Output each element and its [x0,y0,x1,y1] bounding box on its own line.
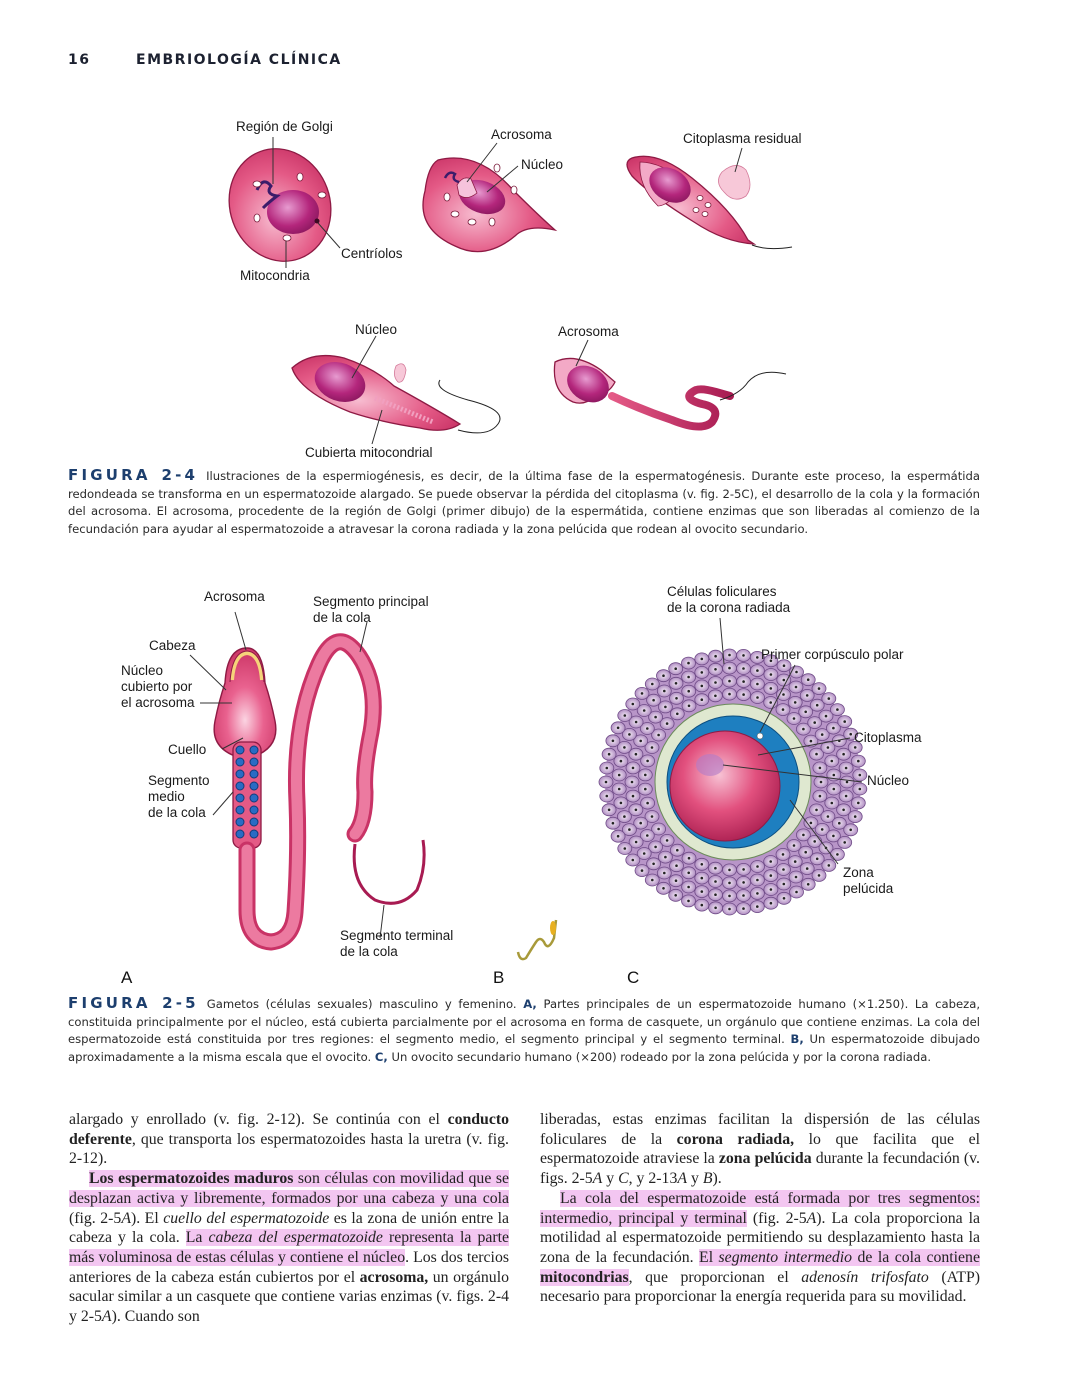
body-column-left [69,1110,509,1327]
label-mitocondria: Mitocondria [240,268,310,283]
paragraph: alargado y enrollado (v. fig. 2-12). Se continúa con el conducto deferente, que transporta los espermatozoides hasta la uretra (v. fig. 2-12). [69,1111,509,1168]
panel-letter-c: C [627,968,640,987]
label-zona-1: Zona [843,865,874,880]
label-cabeza: Cabeza [149,638,196,653]
label-zona-2: pelúcida [843,881,894,896]
caption-letter-b: B, [790,1032,804,1046]
label-seg-medio-1: Segmento [148,773,210,788]
label-region-golgi: Región de Golgi [236,119,333,134]
label-citoplasma: Citoplasma [854,730,922,745]
label-seg-medio-3: de la cola [148,805,206,820]
highlighted-text: La cabeza del espermatozoide representa la parte más voluminosa de estas células y contiene el núcleo [69,1229,510,1266]
page-number: 16 [68,52,91,68]
figure-2-5-caption [68,995,980,1066]
label-acrosoma-2: Acrosoma [558,324,619,339]
label-cubierta-mitocondrial: Cubierta mitocondrial [305,445,433,460]
label-nucleo-1: Núcleo [521,157,564,172]
paragraph: La cola del espermatozoide está formada por tres segmentos: intermedio, principal y terminal (fig. 2-5A). La cola proporciona la motilidad al espermatozoide permitiendo su desplazamiento hasta la zona de la fecundación. El segmento intermedio de la cola contiene mitocondrias, que proporcionan el adenosín trifosfato (ATP) necesario para proporcionar la energía requerida para su movilidad. [540,1189,980,1306]
highlighted-text: El segmento intermedio de la cola contiene mitocondrias [540,1248,980,1286]
figure-label: FIGURA 2-4 [68,466,199,484]
label-acrosoma-1: Acrosoma [491,127,552,142]
paragraph: liberadas, estas enzimas facilitan la dispersión de las células foliculares de la corona radiada, lo que facilita que el espermatozoide atraviese la zona pelúcida durante la fecundación (v. figs. 2-5A y C, y 2-13A y B). [540,1111,981,1188]
label-corpusculo: Primer corpúsculo polar [761,647,904,662]
caption-letter-c: C, [374,1049,388,1064]
label-acrosoma-a: Acrosoma [204,589,265,604]
caption-intro: Gametos (células sexuales) masculino y femenino. [206,997,517,1011]
caption-c-text: Un ovocito secundario humano (×200) rodeado por la zona pelúcida y por la corona radiada. [391,1049,932,1064]
paragraph: Los espermatozoides maduros son células con movilidad que se desplazan activa y libremente, formados por una cabeza y una cola (fig. 2-5A). El cuello del espermatozoide es la zona de unión entre la cabeza y la cola. La cabeza del espermatozoide representa la parte más voluminosa de estas células y contiene el núcleo. Los dos tercios anteriores de la cabeza están cubiertos por el acrosoma, un orgánulo sacular similar a un casquete que contiene varias enzimas (v. figs. 2-4 y 2-5A). Cuando son [69,1170,510,1326]
spermiogenesis-illustration [0,0,1080,470]
label-cuello: Cuello [168,742,207,757]
highlighted-text: La cola del espermatozoide está formada por tres segmentos: intermedio, principal y terminal [540,1189,980,1227]
caption-a-text: Partes principales de un espermatozoide humano (×1.250). La cabeza, constituida principalmente por el núcleo, está cubierta parcialmente por el acrosoma en forma de casquete, un orgánulo que contiene enzimas. La cola del espermatozoide está constituida por tres regiones: el segmento medio, el segmento principal y el segmento terminal. [68,997,981,1046]
figure-2-4 [0,0,1080,470]
label-seg-medio-2: medio [148,789,185,804]
body-column-right [540,1110,980,1307]
label-seg-principal-1: Segmento principal [313,594,429,609]
panel-letter-a: A [121,968,133,987]
label-nucleo-a-2: cubierto por [121,679,193,694]
highlighted-text: Los espermatozoides maduros son células con movilidad que se desplazan activa y libremente, formados por una cabeza y una cola [69,1170,509,1207]
running-title: EMBRIOLOGÍA CLÍNICA [136,52,342,68]
caption-letter-a: A, [523,997,537,1011]
label-seg-principal-2: de la cola [313,610,371,625]
label-seg-terminal-1: Segmento terminal [340,928,454,943]
label-seg-terminal-2: de la cola [340,944,398,959]
label-nucleo-2: Núcleo [355,322,398,337]
label-celulas-1: Células foliculares [667,584,777,599]
caption-b-text: Un espermatozoide dibujado aproximadamente a la misma escala que el ovocito. [68,1032,981,1064]
label-celulas-2: de la corona radiada [667,600,791,615]
label-citoplasma-residual: Citoplasma residual [683,131,802,146]
caption-text: Ilustraciones de la espermiogénesis, es decir, de la última fase de la espermatogénesis. Durante este proceso, la espermátida redondeada se transforma en un espermatozoide alargado. Se puede observar la pérdida del citoplasma (v. fig. 2-5C), el desarrollo de la cola y la formación del acrosoma. El acrosoma, procedente de la región de Golgi (primer dibujo) de la espermátida, contiene enzimas que son liberadas al comienzo de la fecundación para ayudar al espermatozoide a atravesar la corona radiada y la zona pelúcida que rodean al ovocito secundario. [68,469,980,536]
figure-2-4-caption [68,467,980,538]
label-nucleo-a-3: el acrosoma [121,695,195,710]
label-nucleo-a-1: Núcleo [121,663,164,678]
label-nucleo-c: Núcleo [867,773,910,788]
label-centriolos: Centríolos [341,246,403,261]
figure-2-5 [0,560,1080,990]
panel-letter-b: B [493,968,505,987]
figure-label: FIGURA 2-5 [68,994,199,1012]
